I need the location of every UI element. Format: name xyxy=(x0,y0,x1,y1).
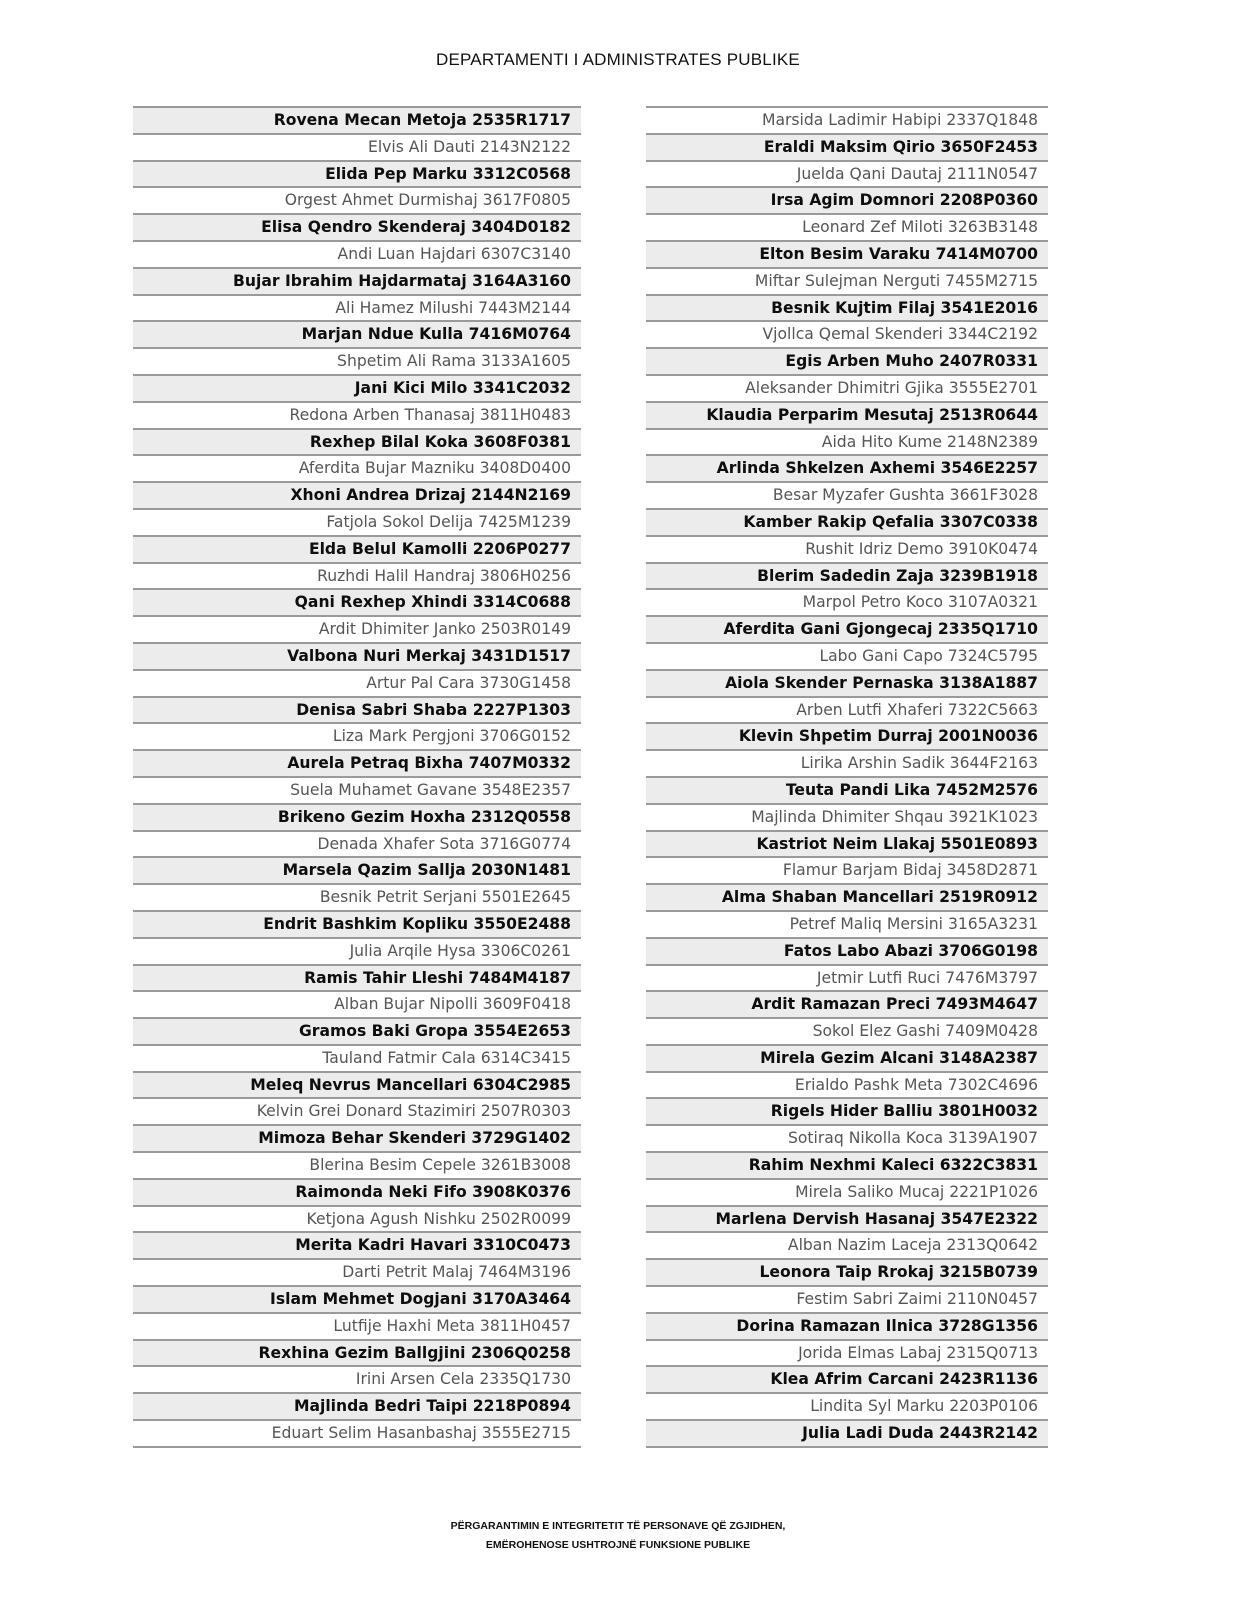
list-item: Ardit Ramazan Preci 7493M4647 xyxy=(646,990,1048,1017)
list-item: Elton Besim Varaku 7414M0700 xyxy=(646,240,1048,267)
list-item: Lirika Arshin Sadik 3644F2163 xyxy=(646,749,1048,776)
list-item: Mimoza Behar Skenderi 3729G1402 xyxy=(133,1124,581,1151)
list-item: Gramos Baki Gropa 3554E2653 xyxy=(133,1017,581,1044)
list-item: Ardit Dhimiter Janko 2503R0149 xyxy=(133,615,581,642)
list-item: Aferdita Gani Gjongecaj 2335Q1710 xyxy=(646,615,1048,642)
list-item: Redona Arben Thanasaj 3811H0483 xyxy=(133,401,581,428)
list-item: Ali Hamez Milushi 7443M2144 xyxy=(133,294,581,321)
footer-line-2: EMËROHENOSE USHTROJNË FUNKSIONE PUBLIKE xyxy=(485,1539,751,1551)
list-item: Aleksander Dhimitri Gjika 3555E2701 xyxy=(646,374,1048,401)
list-item: Marlena Dervish Hasanaj 3547E2322 xyxy=(646,1205,1048,1232)
list-item: Fatjola Sokol Delija 7425M1239 xyxy=(133,508,581,535)
list-item: Arben Lutfi Xhaferi 7322C5663 xyxy=(646,696,1048,723)
list-item: Jani Kici Milo 3341C2032 xyxy=(133,374,581,401)
list-item: Elisa Qendro Skenderaj 3404D0182 xyxy=(133,213,581,240)
list-item: Alban Bujar Nipolli 3609F0418 xyxy=(133,990,581,1017)
list-item: Majlinda Dhimiter Shqau 3921K1023 xyxy=(646,803,1048,830)
list-item: Kastriot Neim Llakaj 5501E0893 xyxy=(646,830,1048,857)
list-item: Aida Hito Kume 2148N2389 xyxy=(646,428,1048,455)
list-item: Ruzhdi Halil Handraj 3806H0256 xyxy=(133,562,581,589)
list-item: Vjollca Qemal Skenderi 3344C2192 xyxy=(646,320,1048,347)
list-item: Jorida Elmas Labaj 2315Q0713 xyxy=(646,1339,1048,1366)
list-item: Blerim Sadedin Zaja 3239B1918 xyxy=(646,562,1048,589)
list-item: Lindita Syl Marku 2203P0106 xyxy=(646,1392,1048,1419)
list-item: Majlinda Bedri Taipi 2218P0894 xyxy=(133,1392,581,1419)
list-item: Ketjona Agush Nishku 2502R0099 xyxy=(133,1205,581,1232)
list-item: Suela Muhamet Gavane 3548E2357 xyxy=(133,776,581,803)
list-item: Besar Myzafer Gushta 3661F3028 xyxy=(646,481,1048,508)
list-item: Flamur Barjam Bidaj 3458D2871 xyxy=(646,856,1048,883)
list-item: Aiola Skender Pernaska 3138A1887 xyxy=(646,669,1048,696)
list-item: Leonora Taip Rrokaj 3215B0739 xyxy=(646,1258,1048,1285)
list-item: Ramis Tahir Lleshi 7484M4187 xyxy=(133,964,581,991)
list-item: Marjan Ndue Kulla 7416M0764 xyxy=(133,320,581,347)
list-item: Andi Luan Hajdari 6307C3140 xyxy=(133,240,581,267)
list-item: Klevin Shpetim Durraj 2001N0036 xyxy=(646,722,1048,749)
list-item: Xhoni Andrea Drizaj 2144N2169 xyxy=(133,481,581,508)
list-item: Klaudia Perparim Mesutaj 2513R0644 xyxy=(646,401,1048,428)
list-item: Lutfije Haxhi Meta 3811H0457 xyxy=(133,1312,581,1339)
list-item: Besnik Petrit Serjani 5501E2645 xyxy=(133,883,581,910)
list-item: Teuta Pandi Lika 7452M2576 xyxy=(646,776,1048,803)
list-item: Petref Maliq Mersini 3165A3231 xyxy=(646,910,1048,937)
list-item: Miftar Sulejman Nerguti 7455M2715 xyxy=(646,267,1048,294)
list-item: Valbona Nuri Merkaj 3431D1517 xyxy=(133,642,581,669)
list-item: Raimonda Neki Fifo 3908K0376 xyxy=(133,1178,581,1205)
list-item: Denisa Sabri Shaba 2227P1303 xyxy=(133,696,581,723)
list-item: Darti Petrit Malaj 7464M3196 xyxy=(133,1258,581,1285)
list-item: Julia Ladi Duda 2443R2142 xyxy=(646,1419,1048,1448)
list-item: Islam Mehmet Dogjani 3170A3464 xyxy=(133,1285,581,1312)
list-item: Orgest Ahmet Durmishaj 3617F0805 xyxy=(133,186,581,213)
list-item: Elda Belul Kamolli 2206P0277 xyxy=(133,535,581,562)
list-item: Kelvin Grei Donard Stazimiri 2507R0303 xyxy=(133,1097,581,1124)
list-item: Elvis Ali Dauti 2143N2122 xyxy=(133,133,581,160)
list-item: Marsela Qazim Sallja 2030N1481 xyxy=(133,856,581,883)
footer-line-1: PËRGARANTIMIN E INTEGRITETIT TË PERSONAVE QË ZGJIDHEN, xyxy=(450,1520,786,1532)
list-item: Shpetim Ali Rama 3133A1605 xyxy=(133,347,581,374)
list-item: Rushit Idriz Demo 3910K0474 xyxy=(646,535,1048,562)
list-item: Irini Arsen Cela 2335Q1730 xyxy=(133,1365,581,1392)
list-item: Rigels Hider Balliu 3801H0032 xyxy=(646,1097,1048,1124)
list-item: Alma Shaban Mancellari 2519R0912 xyxy=(646,883,1048,910)
list-item: Merita Kadri Havari 3310C0473 xyxy=(133,1231,581,1258)
list-item: Aferdita Bujar Mazniku 3408D0400 xyxy=(133,454,581,481)
right-column-list xyxy=(646,106,1048,1448)
list-item: Kamber Rakip Qefalia 3307C0338 xyxy=(646,508,1048,535)
list-item: Rovena Mecan Metoja 2535R1717 xyxy=(133,106,581,133)
list-item: Rexhep Bilal Koka 3608F0381 xyxy=(133,428,581,455)
list-item: Egis Arben Muho 2407R0331 xyxy=(646,347,1048,374)
page-title: DEPARTAMENTI I ADMINISTRATES PUBLIKE xyxy=(436,50,800,69)
list-item: Meleq Nevrus Mancellari 6304C2985 xyxy=(133,1071,581,1098)
footer xyxy=(0,1517,1236,1555)
list-item: Dorina Ramazan Ilnica 3728G1356 xyxy=(646,1312,1048,1339)
list-item: Fatos Labo Abazi 3706G0198 xyxy=(646,937,1048,964)
list-item: Julia Arqile Hysa 3306C0261 xyxy=(133,937,581,964)
list-item: Aurela Petraq Bixha 7407M0332 xyxy=(133,749,581,776)
list-item: Jetmir Lutfi Ruci 7476M3797 xyxy=(646,964,1048,991)
list-item: Irsa Agim Domnori 2208P0360 xyxy=(646,186,1048,213)
list-item: Klea Afrim Carcani 2423R1136 xyxy=(646,1365,1048,1392)
list-item: Marsida Ladimir Habipi 2337Q1848 xyxy=(646,106,1048,133)
list-item: Labo Gani Capo 7324C5795 xyxy=(646,642,1048,669)
list-item: Blerina Besim Cepele 3261B3008 xyxy=(133,1151,581,1178)
list-item: Erialdo Pashk Meta 7302C4696 xyxy=(646,1071,1048,1098)
list-item: Sokol Elez Gashi 7409M0428 xyxy=(646,1017,1048,1044)
list-item: Tauland Fatmir Cala 6314C3415 xyxy=(133,1044,581,1071)
list-item: Besnik Kujtim Filaj 3541E2016 xyxy=(646,294,1048,321)
list-item: Festim Sabri Zaimi 2110N0457 xyxy=(646,1285,1048,1312)
list-item: Qani Rexhep Xhindi 3314C0688 xyxy=(133,588,581,615)
list-item: Rexhina Gezim Ballgjini 2306Q0258 xyxy=(133,1339,581,1366)
list-item: Eduart Selim Hasanbashaj 3555E2715 xyxy=(133,1419,581,1448)
list-item: Mirela Saliko Mucaj 2221P1026 xyxy=(646,1178,1048,1205)
list-item: Juelda Qani Dautaj 2111N0547 xyxy=(646,160,1048,187)
list-item: Liza Mark Pergjoni 3706G0152 xyxy=(133,722,581,749)
list-item: Arlinda Shkelzen Axhemi 3546E2257 xyxy=(646,454,1048,481)
list-item: Rahim Nexhmi Kaleci 6322C3831 xyxy=(646,1151,1048,1178)
list-item: Alban Nazim Laceja 2313Q0642 xyxy=(646,1231,1048,1258)
list-item: Bujar Ibrahim Hajdarmataj 3164A3160 xyxy=(133,267,581,294)
list-item: Sotiraq Nikolla Koca 3139A1907 xyxy=(646,1124,1048,1151)
list-item: Endrit Bashkim Kopliku 3550E2488 xyxy=(133,910,581,937)
list-item: Artur Pal Cara 3730G1458 xyxy=(133,669,581,696)
list-item: Elida Pep Marku 3312C0568 xyxy=(133,160,581,187)
left-column-list xyxy=(133,106,581,1448)
list-item: Brikeno Gezim Hoxha 2312Q0558 xyxy=(133,803,581,830)
list-item: Marpol Petro Koco 3107A0321 xyxy=(646,588,1048,615)
list-item: Denada Xhafer Sota 3716G0774 xyxy=(133,830,581,857)
list-item: Mirela Gezim Alcani 3148A2387 xyxy=(646,1044,1048,1071)
list-item: Leonard Zef Miloti 3263B3148 xyxy=(646,213,1048,240)
list-item: Eraldi Maksim Qirio 3650F2453 xyxy=(646,133,1048,160)
